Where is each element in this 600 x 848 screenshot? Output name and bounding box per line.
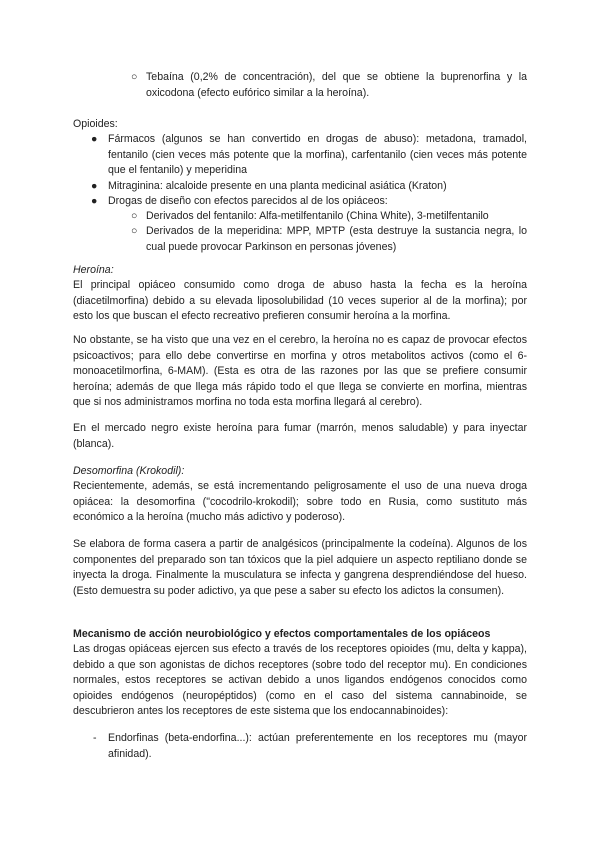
opioides-item-disenio: Drogas de diseño con efectos parecidos al de los opiáceos: [108, 195, 388, 207]
heroina-paragraph-2: No obstante, se ha visto que una vez en el cerebro, la heroína no es capaz de provocar efectos psicoactivos; para ello debe convertirse en morfina y otros metabolitos activos (como el 6-monoacetilmorfina, 6-MAM). (Esta es otra de las razones por las que se prefiere consumir heroína; además de que llega más rápido todo el que llega se convierte en morfina, mientras que si nos administramos morfina no toda esta morfina llegará al cerebro). [73, 334, 527, 409]
endorfinas-item: Endorfinas (beta-endorfina...): actúan preferentemente en los receptores mu (mayor afinidad). [108, 732, 527, 760]
hollow-bullet-icon: ○ [131, 210, 138, 222]
heroina-paragraph-1: El principal opiáceo consumido como droga de abuso hasta la fecha es la heroína (diacetilmorfina) debido a su elevada liposolubilidad (10 veces superior al de la morfina); por esto los que buscan el efecto recreativo prefieren consumir heroína a la morfina. [73, 279, 527, 323]
desomorfina-paragraph-1: Recientemente, además, se está incrementando peligrosamente el uso de una nueva droga opiácea: la desomorfina ("cocodrilo-krokodil); sobre todo en Rusia, como sustituto más económico a la heroína (mucho más adictivo y poderoso). [73, 480, 527, 524]
desomorfina-paragraph-2: Se elabora de forma casera a partir de analgésicos (principalmente la codeína). Algunos de los componentes del preparado son tan tóxicos que la piel adquiere un aspecto reptiliano donde se inyecta la droga. Finalmente la musculatura se infecta y gangrena desprendiéndose del hueso. (Esto demuestra su poder adictivo, ya que pese a saber su efecto los adictos la consumen). [73, 538, 527, 597]
filled-bullet-icon: ● [91, 180, 98, 192]
hollow-bullet-icon: ○ [131, 71, 138, 83]
dash-bullet-icon: - [93, 732, 97, 744]
filled-bullet-icon: ● [91, 195, 98, 207]
heroina-paragraph-3: En el mercado negro existe heroína para fumar (marrón, menos saludable) y para inyectar (blanca). [73, 422, 527, 450]
heroina-heading: Heroína: [73, 264, 114, 276]
tebaina-item: Tebaína (0,2% de concentración), del que se obtiene la buprenorfina y la oxicodona (efecto eufórico similar a la heroína). [146, 71, 527, 99]
opioides-heading: Opioides: [73, 118, 118, 130]
opioides-item-farmacos: Fármacos (algunos se han convertido en drogas de abuso): metadona, tramadol, fentanilo (cien veces más potente que la morfina), carfentanilo (cien veces más potente que el fentanilo) y meperidina [108, 133, 527, 177]
opioides-item-mitraginina: Mitraginina: alcaloide presente en una planta medicinal asiática (Kraton) [108, 180, 447, 192]
mecanismo-paragraph-1: Las drogas opiáceas ejercen sus efecto a través de los receptores opioides (mu, delta y kappa), debido a que son agonistas de dichos receptores (sobre todo del receptor mu). En condiciones normales, estos receptores se activan debido a unos ligandos endógenos conocidos como opioides endógenos (neuropéptidos) (como en el caso del sistema cannabinoide, se descubrieron antes los receptores de este sistema que los endocannabinoides): [73, 643, 527, 718]
hollow-bullet-icon: ○ [131, 225, 138, 237]
disenio-subitem-meperidina: Derivados de la meperidina: MPP, MPTP (esta destruye la sustancia negra, lo cual puede provocar Parkinson en personas jóvenes) [146, 225, 527, 253]
mecanismo-heading: Mecanismo de acción neurobiológico y efectos comportamentales de los opiáceos [73, 628, 491, 640]
disenio-subitem-fentanilo: Derivados del fentanilo: Alfa-metilfentanilo (China White), 3-metilfentanilo [146, 210, 489, 222]
filled-bullet-icon: ● [91, 133, 98, 145]
desomorfina-heading: Desomorfina (Krokodil): [73, 465, 185, 477]
